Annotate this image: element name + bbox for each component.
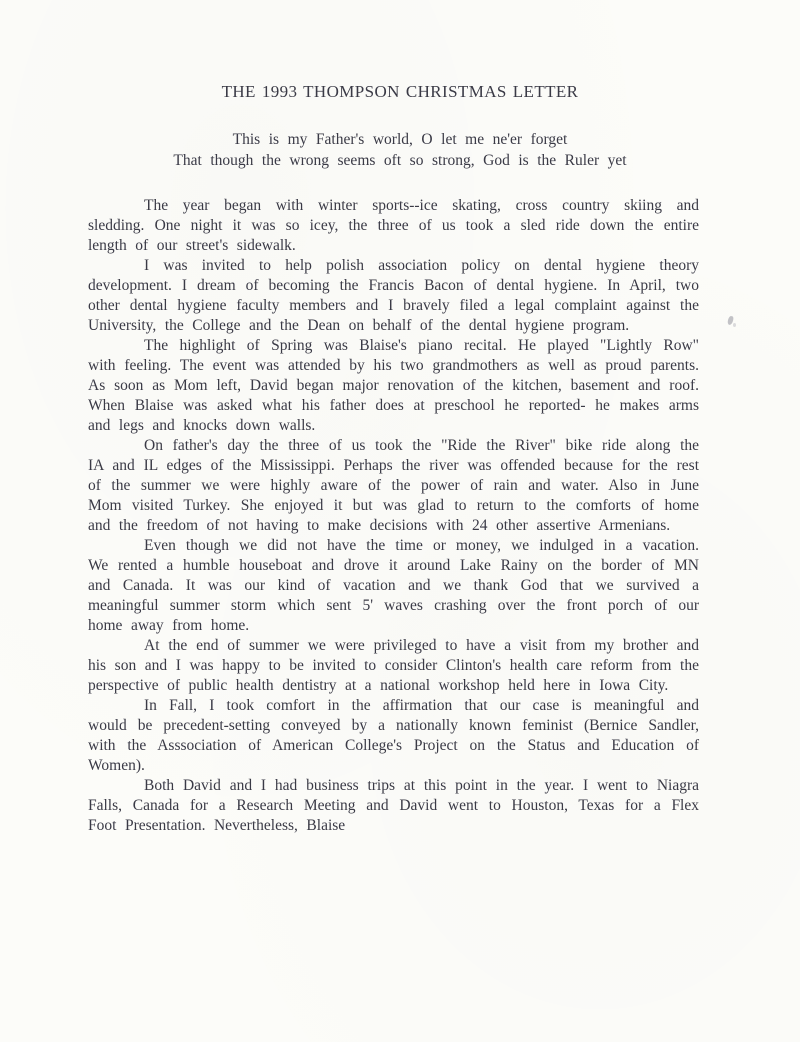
scan-speck-small: [733, 323, 736, 327]
letter-paragraph: The highlight of Spring was Blaise's piano recital. He played "Lightly Row" with feeling. The event was attended by his two grandmothers as well as proud parents. As soon as Mom left, David began major renovation of the kitchen, basement and roof. When Blaise was asked what his father does at preschool he reported- he makes arms and legs and knocks down walls.: [88, 337, 699, 434]
epigraph-line-1: This is my Father's world, O let me ne'er forget: [232, 131, 568, 148]
letter-title: THE 1993 THOMPSON CHRISTMAS LETTER: [221, 82, 579, 101]
epigraph-line-2: That though the wrong seems oft so strong, God is the Ruler yet: [173, 152, 627, 169]
letter-paragraph: The year began with winter sports--ice skating, cross country skiing and sledding. One night it was so icey, the three of us took a sled ride down the entire length of our street's sidewalk.: [88, 197, 699, 254]
epigraph: [0, 129, 800, 171]
letter-paragraph: At the end of summer we were privileged to have a visit from my brother and his son and I was happy to be invited to consider Clinton's health care reform from the perspective of public health dentistry at a national workshop held here in Iowa City.: [88, 637, 699, 694]
letter-body: [88, 196, 699, 836]
letter-paragraph: On father's day the three of us took the "Ride the River" bike ride along the IA and IL edges of the Mississippi. Perhaps the river was offended because for the rest of the summer we were highly aware of the power of rain and water. Also in June Mom visited Turkey. She enjoyed it but was glad to return to the comforts of home and the freedom of not having to make decisions with 24 other assertive Armenians.: [88, 437, 699, 534]
letter-paragraph: Both David and I had business trips at this point in the year. I went to Niagra Falls, Canada for a Research Meeting and David went to Houston, Texas for a Flex Foot Presentation. Nevertheless, Blaise: [88, 777, 699, 834]
letter-paragraph: I was invited to help polish association policy on dental hygiene theory development. I dream of becoming the Francis Bacon of dental hygiene. In April, two other dental hygiene faculty members and I bravely filed a legal complaint against the University, the College and the Dean on behalf of the dental hygiene program.: [88, 257, 699, 334]
letter-paragraph: Even though we did not have the time or money, we indulged in a vacation. We rented a humble houseboat and drove it around Lake Rainy on the border of MN and Canada. It was our kind of vacation and we thank God that we survived a meaningful summer storm which sent 5' waves crashing over the front porch of our home away from home.: [88, 537, 699, 634]
letter-paragraph: In Fall, I took comfort in the affirmation that our case is meaningful and would be precedent-setting conveyed by a nationally known feminist (Bernice Sandler, with the Asssociation of American College's Project on the Status and Education of Women).: [88, 697, 699, 774]
